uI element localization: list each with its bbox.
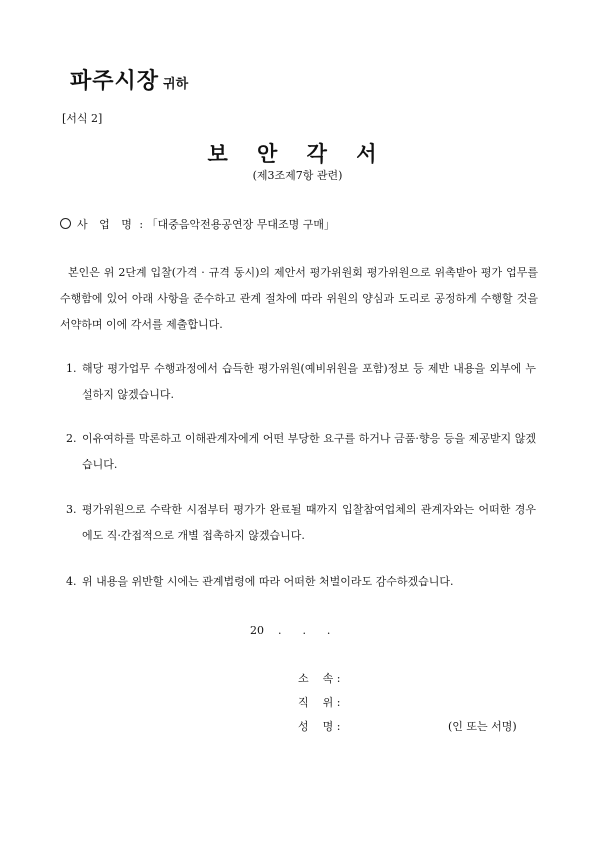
affiliation-label: 소 속 : [298, 672, 341, 685]
circle-bullet-icon [60, 218, 71, 229]
pledge-number: 3. [66, 503, 77, 516]
form-number: [서식 2] [62, 112, 103, 125]
project-colon: : [139, 218, 144, 231]
project-name: 「대중음악전용공연장 무대조명 구매」 [146, 218, 335, 231]
pledge-item-2 [66, 426, 536, 478]
signature-note: (인 또는 서명) [448, 720, 517, 733]
pledge-number: 1. [66, 362, 77, 375]
document-subtitle: (제3조제7항 관련) [252, 169, 343, 182]
pledge-text: 이유여하를 막론하고 이해관계자에게 어떤 부당한 요구를 하거나 금품·향응 등을 제공받지 않겠습니다. [82, 432, 536, 471]
document-title: 보 안 각 서 [207, 141, 388, 166]
intro-paragraph: 본인은 위 2단계 입찰(가격 · 규격 동시)의 제안서 평가위원회 평가위원으로 위촉받아 평가 업무를 수행함에 있어 아래 사항을 준수하고 관계 절차에 따라 위원의 양심과 도리로 공정하게 수행할 것을 서약하며 이에 각서를 제출합니다. [60, 266, 538, 331]
pledge-text: 위 내용을 위반할 시에는 관계법령에 따라 어떠한 처벌이라도 감수하겠습니다. [82, 575, 454, 588]
pledge-text: 해당 평가업무 수행과정에서 습득한 평가위원(예비위원을 포함)정보 등 제반 내용을 외부에 누설하지 않겠습니다. [82, 362, 536, 401]
pledge-item-3 [66, 497, 536, 549]
project-label: 사 업 명 [77, 218, 136, 231]
pledge-item-1 [66, 356, 536, 408]
pledge-item-4 [66, 569, 536, 595]
project-line [60, 216, 335, 232]
recipient-suffix: 귀하 [163, 77, 189, 92]
pledge-text: 평가위원으로 수락한 시점부터 평가가 완료될 때까지 입찰참여업체의 관계자와는 어떠한 경우에도 직·간접적으로 개별 접촉하지 않겠습니다. [82, 503, 536, 542]
recipient-title: 파주시장 [70, 68, 160, 94]
date-line: 20 . . . [250, 624, 331, 637]
position-label: 직 위 : [298, 696, 341, 709]
name-label: 성 명 : [298, 720, 341, 733]
recipient [70, 64, 188, 95]
pledge-number: 4. [66, 575, 77, 588]
pledge-number: 2. [66, 432, 77, 445]
